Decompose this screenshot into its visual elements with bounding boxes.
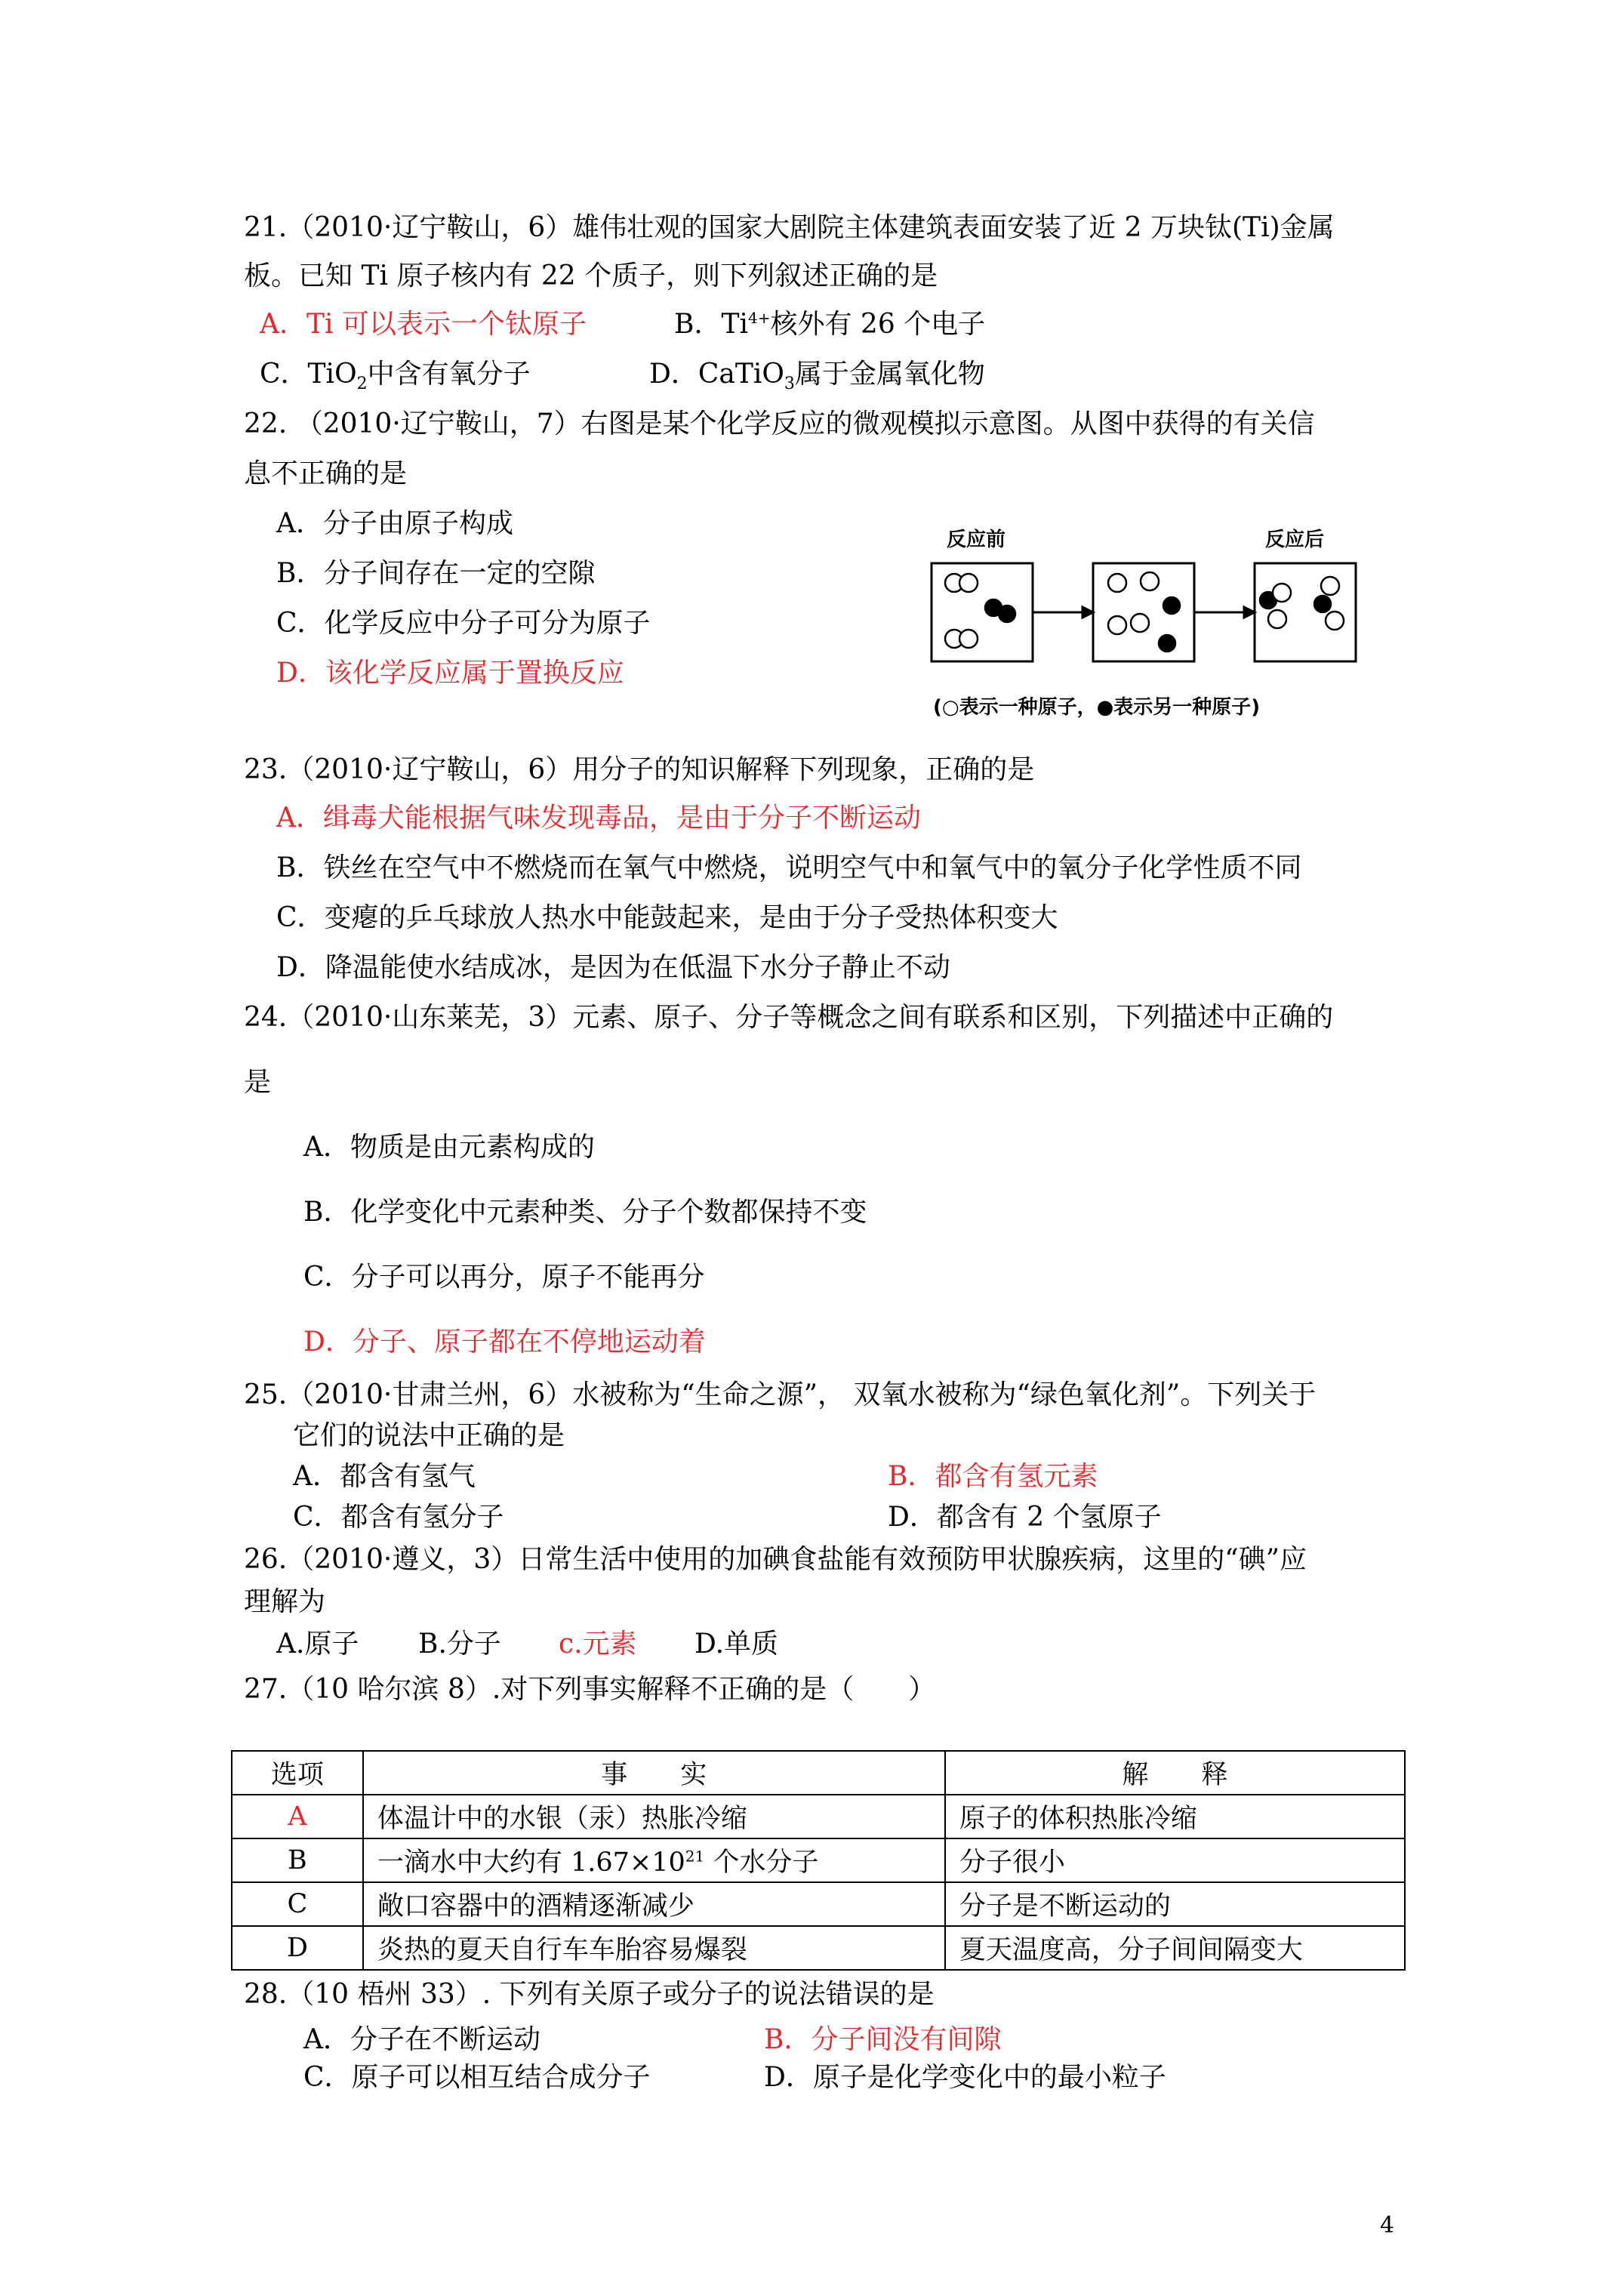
q22-option-b: B．分子间存在一定的空隙 (276, 558, 596, 589)
table-row (232, 1882, 1405, 1926)
table-row (232, 1838, 1405, 1882)
row-fact-text: 一滴水中大约有 1.67×10 (377, 1848, 685, 1878)
q21-option-d-text: D．CaTiO (649, 359, 784, 390)
row-fact (363, 1838, 945, 1882)
q22-option-c: C．化学反应中分子可分为原子 (276, 608, 651, 639)
white-atom (959, 630, 978, 648)
reaction-diagram (929, 559, 1359, 672)
q21-stem-line2: 板。已知 Ti 原子核内有 22 个质子，则下列叙述正确的是 (244, 260, 938, 291)
row-explanation: 夏天温度高，分子间间隔变大 (945, 1926, 1405, 1970)
page-number: 4 (1380, 2212, 1395, 2239)
table-row (232, 1926, 1405, 1970)
q25-stem-line1: 25.（2010·甘肃兰州，6）水被称为“生命之源”， 双氧水被称为“绿色氧化剂”。下列关于 (244, 1379, 1317, 1410)
q22-stem-line2: 息不正确的是 (244, 458, 408, 489)
row-fact-exponent: 21 (685, 1847, 705, 1866)
arrow-2-head (1244, 607, 1255, 618)
diagram-caption: (○表示一种原子，●表示另一种原子) (933, 696, 1261, 719)
q25-option-b: B．都含有氢元素 (888, 1461, 1098, 1492)
row-fact: 炎热的夏天自行车车胎容易爆裂 (363, 1926, 945, 1970)
q27-stem-line1: 27.（10 哈尔滨 8）.对下列事实解释不正确的是（ ） (244, 1674, 936, 1705)
q26-option-b: B.分子 (418, 1629, 501, 1660)
q23-option-a: A．缉毒犬能根据气味发现毒品，是由于分子不断运动 (276, 803, 921, 834)
q25-option-a: A．都含有氢气 (293, 1461, 476, 1492)
q21-option-d (649, 358, 985, 394)
arrow-1-head (1083, 607, 1093, 618)
row-explanation: 分子很小 (945, 1838, 1405, 1882)
q24-stem-line2: 是 (244, 1067, 272, 1098)
q21-option-b (674, 308, 985, 341)
black-atom (1163, 597, 1180, 614)
white-atom (1131, 614, 1149, 632)
q28-option-d: D．原子是化学变化中的最小粒子 (764, 2062, 1166, 2093)
white-atom (1141, 572, 1159, 590)
q21-option-d-subscript: 3 (784, 374, 795, 394)
q25-option-d: D．都含有 2 个氢原子 (888, 1502, 1162, 1533)
column-header: 事 实 (363, 1751, 945, 1795)
white-atom (1108, 574, 1126, 592)
q21-stem-line1: 21.（2010·辽宁鞍山，6）雄伟壮观的国家大剧院主体建筑表面安装了近 2 万块钛(Ti)金属 (244, 212, 1335, 243)
q23-stem-line1: 23.（2010·辽宁鞍山，6）用分子的知识解释下列现象，正确的是 (244, 754, 1035, 785)
q22-stem-line1: 22. （2010·辽宁鞍山，7）右图是某个化学反应的微观模拟示意图。从图中获得的有关信 (244, 408, 1315, 439)
row-fact: 体温计中的水银（汞）热胀冷缩 (363, 1795, 945, 1838)
q21-option-c-subscript: 2 (356, 374, 368, 394)
column-header: 解 释 (945, 1751, 1405, 1795)
q25-option-c: C．都含有氢分子 (293, 1502, 504, 1533)
box-after (1255, 563, 1356, 661)
column-header: 选项 (232, 1751, 363, 1795)
black-atom (999, 606, 1015, 622)
q22-option-d: D．该化学反应属于置换反应 (276, 658, 624, 689)
q21-option-b-rest: 核外有 26 个电子 (770, 309, 986, 340)
q26-stem-line1: 26.（2010·遵义，3）日常生活中使用的加碘食盐能有效预防甲状腺疾病，这里的“碘”应 (244, 1544, 1307, 1575)
table-row (232, 1795, 1405, 1838)
q28-option-a: A．分子在不断运动 (303, 2024, 540, 2055)
q24-option-a: A．物质是由元素构成的 (303, 1132, 595, 1163)
white-atom (1326, 612, 1344, 630)
white-atom (1321, 577, 1339, 595)
q24-stem-line1: 24.（2010·山东莱芜，3）元素、原子、分子等概念之间有联系和区别，下列描述中正确的 (244, 1002, 1334, 1033)
row-fact: 敞口容器中的酒精逐渐减少 (363, 1882, 945, 1926)
q23-option-c: C．变瘪的乒乓球放人热水中能鼓起来，是由于分子受热体积变大 (276, 902, 1058, 933)
q21-option-b-text: B．Ti (674, 309, 748, 340)
row-option: D (232, 1926, 363, 1970)
white-atom (1108, 616, 1126, 634)
black-atom (1314, 596, 1331, 612)
row-explanation: 分子是不断运动的 (945, 1882, 1405, 1926)
row-explanation: 原子的体积热胀冷缩 (945, 1795, 1405, 1838)
white-atom (959, 574, 978, 592)
q21-option-c-text: C．TiO (260, 359, 357, 390)
row-fact-rest: 个水分子 (704, 1848, 819, 1878)
q28-option-b: B．分子间没有间隙 (764, 2024, 1002, 2055)
q22-option-a: A．分子由原子构成 (276, 508, 513, 539)
row-option: C (232, 1882, 363, 1926)
q21-option-d-rest: 属于金属氧化物 (794, 359, 985, 390)
q24-option-d: D．分子、原子都在不停地运动着 (303, 1327, 706, 1358)
white-atom (1273, 584, 1291, 602)
table-header-row (232, 1751, 1405, 1795)
white-atom (1268, 610, 1286, 628)
black-atom (1159, 635, 1175, 652)
q23-option-b: B．铁丝在空气中不燃烧而在氧气中燃烧，说明空气中和氧气中的氧分子化学性质不同 (276, 852, 1302, 883)
q21-option-b-charge: 4+ (747, 309, 771, 327)
q24-option-b: B．化学变化中元素种类、分子个数都保持不变 (303, 1197, 867, 1228)
q21-option-c (260, 358, 531, 394)
q26-option-a: A.原子 (276, 1629, 359, 1660)
diagram-label-before: 反应前 (947, 529, 1006, 551)
diagram-label-after: 反应后 (1265, 529, 1325, 551)
q24-option-c: C．分子可以再分，原子不能再分 (303, 1262, 705, 1293)
q26-stem-line2: 理解为 (244, 1586, 326, 1617)
row-option: B (232, 1838, 363, 1882)
q28-option-c: C．原子可以相互结合成分子 (303, 2062, 651, 2093)
q23-option-d: D．降温能使水结成冰，是因为在低温下水分子静止不动 (276, 952, 950, 983)
q26-option-d: D.单质 (694, 1629, 779, 1660)
q28-stem-line1: 28.（10 梧州 33）. 下列有关原子或分子的说法错误的是 (244, 1979, 935, 2010)
facts-table (231, 1750, 1406, 1971)
q26-option-c: c.元素 (559, 1629, 637, 1660)
row-option: A (232, 1795, 363, 1838)
q21-option-c-rest: 中含有氧分子 (367, 359, 531, 390)
q21-option-a: A．Ti 可以表示一个钛原子 (260, 309, 587, 340)
q25-stem-line2: 它们的说法中正确的是 (293, 1420, 565, 1451)
